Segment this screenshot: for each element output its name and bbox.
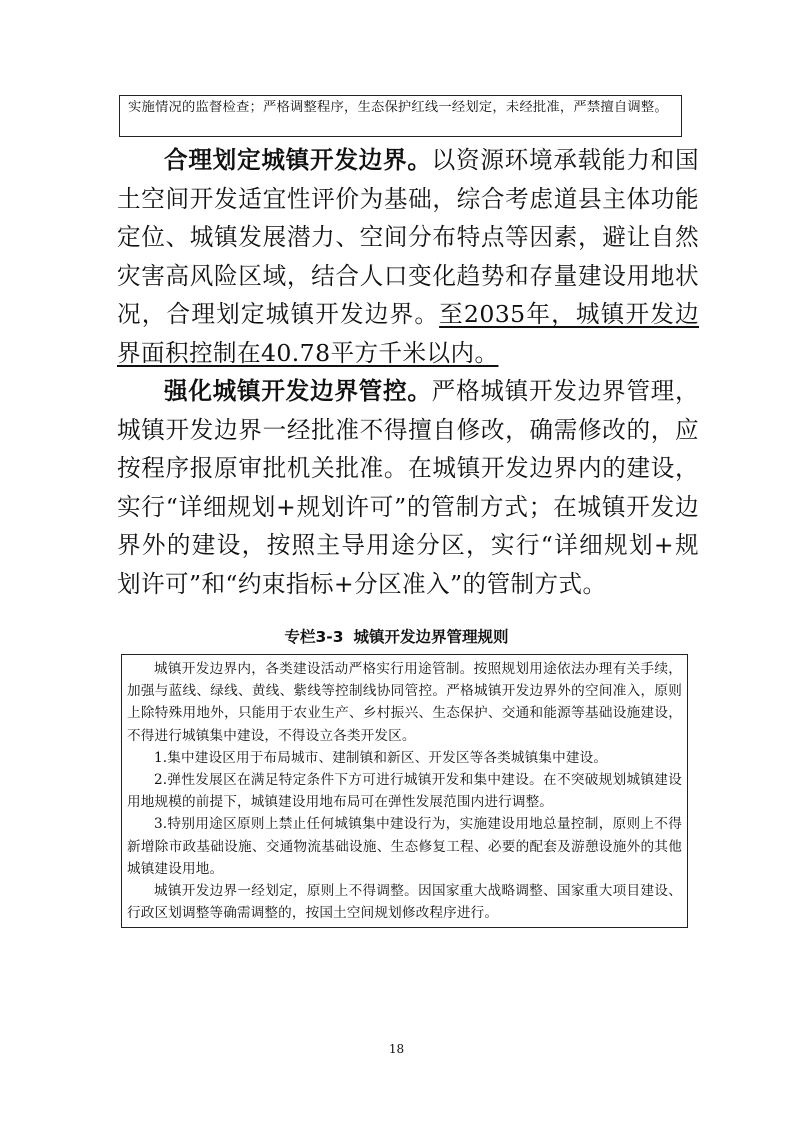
- rule-paragraph: 1.集中建设区用于布局城市、建制镇和新区、开发区等各类城镇集中建设。: [154, 749, 608, 766]
- rule-paragraph: 城镇开发边界一经划定，原则上不得调整。因国家重大战略调整、国家重大项目建设、行政区划调整等确需调整的，按国土空间规划修改程序进行。: [127, 883, 682, 922]
- page-number: 18: [388, 1042, 405, 1056]
- continued-box: [119, 95, 682, 137]
- paragraph-text: 以资源环境承载能力和国土空间开发适宜性评价为基础，综合考虑道县主体功能定位、城镇发展潜力、空间分布特点等因素，避让自然灾害高风险区域，结合人口变化趋势和存量建设用地状况，合理划定城镇开发边界。: [117, 146, 699, 328]
- rule-paragraph: 城镇开发边界内，各类建设活动严格实行用途管制。按照规划用途依法办理有关手续，加强与蓝线、绿线、黄线、紫线等控制线协同管控。严格城镇开发边界外的空间准入，原则上除特殊用地外，只能用于农业生产、乡村振兴、生态保护、交通和能源等基础设施建设，不得进行城镇集中建设，不得设立各类开发区。: [127, 661, 682, 744]
- rule-paragraph: 2.弹性发展区在满足特定条件下方可进行城镇开发和集中建设。在不突破规划城镇建设用地规模的前提下，城镇建设用地布局可在弹性发展范围内进行调整。: [127, 772, 682, 811]
- rule-box-title: [0, 627, 793, 647]
- main-body: [117, 141, 699, 603]
- paragraph-urban-boundary-delineation: [117, 141, 699, 372]
- rule-box-heading: 城镇开发边界管理规则: [353, 628, 509, 646]
- underlined-target-text: 至2035年，城镇开发边界面积控制在40.78平方千米以内。: [117, 300, 699, 367]
- paragraph-urban-boundary-control: [117, 372, 699, 603]
- paragraph-lead-heading: 合理划定城镇开发边界。: [164, 146, 432, 174]
- continued-box-text: 实施情况的监督检查；严格调整程序，生态保护红线一经划定，未经批准，严禁擅自调整。: [128, 100, 668, 115]
- paragraph-lead-heading: 强化城镇开发边界管控。: [164, 377, 432, 405]
- rule-box-label: 专栏3-3: [284, 628, 344, 646]
- paragraph-text: 严格城镇开发边界管理，城镇开发边界一经批准不得擅自修改，确需修改的，应按程序报原审批机关批准。在城镇开发边界内的建设，实行“详细规划+规划许可”的管制方式；在城镇开发边界外的建设，按照主导用途分区，实行“详细规划+规划许可”和“约束指标+分区准入”的管制方式。: [117, 377, 699, 598]
- rule-box: [121, 654, 688, 928]
- rule-paragraph: 3.特别用途区原则上禁止任何城镇集中建设行为，实施建设用地总量控制，原则上不得新增除市政基础设施、交通物流基础设施、生态修复工程、必要的配套及游憩设施外的其他城镇建设用地。: [127, 816, 682, 877]
